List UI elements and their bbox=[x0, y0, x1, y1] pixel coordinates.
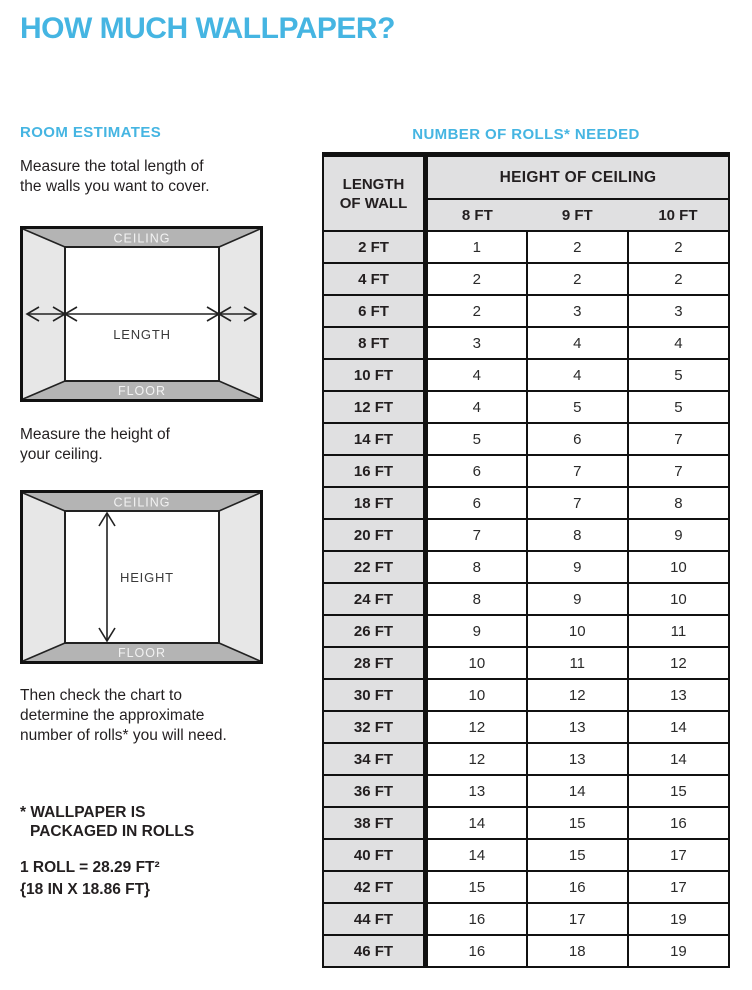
rolls-needed-heading: NUMBER OF ROLLS* NEEDED bbox=[412, 126, 640, 143]
table-row bbox=[323, 871, 729, 903]
wall-length-cell: 22 FT bbox=[323, 551, 426, 583]
rolls-value-cell: 12 bbox=[527, 679, 628, 711]
left-wall-surface bbox=[23, 493, 65, 661]
rolls-value-cell: 4 bbox=[527, 359, 628, 391]
rolls-value-cell: 11 bbox=[527, 647, 628, 679]
rolls-value-cell: 6 bbox=[527, 423, 628, 455]
table-row bbox=[323, 711, 729, 743]
rolls-value-cell: 4 bbox=[426, 359, 527, 391]
instruction-line: Measure the total length of bbox=[20, 158, 204, 175]
room-estimates-heading: ROOM ESTIMATES bbox=[20, 124, 162, 141]
table-row bbox=[323, 743, 729, 775]
roll-spec-line: 1 ROLL = 28.29 FT² bbox=[20, 859, 160, 876]
wall-length-cell: 28 FT bbox=[323, 647, 426, 679]
ceiling-label: CEILING bbox=[113, 495, 171, 510]
table-row bbox=[323, 359, 729, 391]
rolls-value-cell: 6 bbox=[426, 487, 527, 519]
rolls-value-cell: 4 bbox=[426, 391, 527, 423]
wall-length-cell: 18 FT bbox=[323, 487, 426, 519]
wall-length-cell: 32 FT bbox=[323, 711, 426, 743]
instruction-line: Then check the chart to bbox=[20, 687, 182, 704]
rolls-value-cell: 2 bbox=[527, 231, 628, 263]
wall-length-cell: 14 FT bbox=[323, 423, 426, 455]
length-of-wall-header bbox=[323, 155, 426, 232]
rolls-value-cell: 2 bbox=[426, 263, 527, 295]
rolls-value-cell: 16 bbox=[628, 807, 729, 839]
rolls-table-container bbox=[322, 152, 730, 968]
rolls-value-cell: 19 bbox=[628, 903, 729, 935]
table-row bbox=[323, 551, 729, 583]
table-row bbox=[323, 231, 729, 263]
rolls-value-cell: 18 bbox=[527, 935, 628, 967]
footnote-line: * WALLPAPER IS bbox=[20, 804, 146, 821]
rolls-value-cell: 9 bbox=[527, 551, 628, 583]
table-row bbox=[323, 295, 729, 327]
rolls-value-cell: 5 bbox=[628, 391, 729, 423]
rolls-value-cell: 5 bbox=[426, 423, 527, 455]
rolls-value-cell: 13 bbox=[426, 775, 527, 807]
wall-length-cell: 20 FT bbox=[323, 519, 426, 551]
rolls-value-cell: 16 bbox=[527, 871, 628, 903]
rolls-value-cell: 17 bbox=[527, 903, 628, 935]
rolls-value-cell: 2 bbox=[628, 231, 729, 263]
wall-length-cell: 36 FT bbox=[323, 775, 426, 807]
wall-length-cell: 46 FT bbox=[323, 935, 426, 967]
wall-length-cell: 30 FT bbox=[323, 679, 426, 711]
rolls-value-cell: 7 bbox=[628, 455, 729, 487]
instruction-measure-length bbox=[20, 157, 210, 197]
rolls-value-cell: 13 bbox=[527, 743, 628, 775]
instruction-line: determine the approximate bbox=[20, 707, 205, 724]
table-row bbox=[323, 487, 729, 519]
rolls-value-cell: 8 bbox=[628, 487, 729, 519]
rolls-value-cell: 12 bbox=[426, 711, 527, 743]
wall-length-cell: 16 FT bbox=[323, 455, 426, 487]
wall-length-cell: 44 FT bbox=[323, 903, 426, 935]
height-of-ceiling-header: HEIGHT OF CEILING bbox=[426, 155, 730, 200]
rolls-value-cell: 9 bbox=[527, 583, 628, 615]
table-row bbox=[323, 935, 729, 967]
rolls-value-cell: 8 bbox=[426, 583, 527, 615]
rolls-value-cell: 3 bbox=[527, 295, 628, 327]
page-title: HOW MUCH WALLPAPER? bbox=[20, 12, 395, 45]
wall-length-cell: 4 FT bbox=[323, 263, 426, 295]
wall-length-cell: 42 FT bbox=[323, 871, 426, 903]
rolls-value-cell: 3 bbox=[426, 327, 527, 359]
room-length-diagram bbox=[20, 226, 263, 402]
rolls-value-cell: 8 bbox=[426, 551, 527, 583]
rolls-value-cell: 2 bbox=[628, 263, 729, 295]
rolls-value-cell: 7 bbox=[628, 423, 729, 455]
column-header-9ft: 9 FT bbox=[527, 199, 628, 231]
instruction-line: Measure the height of bbox=[20, 426, 170, 443]
rolls-value-cell: 5 bbox=[527, 391, 628, 423]
rolls-table-body bbox=[323, 231, 729, 967]
table-row bbox=[323, 807, 729, 839]
rolls-value-cell: 14 bbox=[426, 807, 527, 839]
rolls-value-cell: 9 bbox=[628, 519, 729, 551]
table-row bbox=[323, 391, 729, 423]
wall-length-cell: 26 FT bbox=[323, 615, 426, 647]
table-row bbox=[323, 455, 729, 487]
column-header-10ft: 10 FT bbox=[628, 199, 729, 231]
instruction-measure-height bbox=[20, 425, 170, 465]
rolls-table bbox=[322, 152, 730, 968]
instruction-line: number of rolls* you will need. bbox=[20, 727, 227, 744]
rolls-value-cell: 14 bbox=[628, 711, 729, 743]
wall-length-cell: 34 FT bbox=[323, 743, 426, 775]
corner-line: OF WALL bbox=[339, 194, 408, 212]
rolls-value-cell: 10 bbox=[426, 679, 527, 711]
rolls-value-cell: 14 bbox=[628, 743, 729, 775]
wall-length-cell: 38 FT bbox=[323, 807, 426, 839]
wall-length-cell: 10 FT bbox=[323, 359, 426, 391]
rolls-value-cell: 2 bbox=[426, 295, 527, 327]
rolls-value-cell: 5 bbox=[628, 359, 729, 391]
corner-line: LENGTH bbox=[342, 175, 405, 193]
rolls-value-cell: 1 bbox=[426, 231, 527, 263]
roll-size-spec bbox=[20, 857, 160, 901]
rolls-value-cell: 12 bbox=[426, 743, 527, 775]
rolls-value-cell: 9 bbox=[426, 615, 527, 647]
rolls-value-cell: 13 bbox=[527, 711, 628, 743]
table-row bbox=[323, 519, 729, 551]
instruction-line: your ceiling. bbox=[20, 446, 103, 463]
rolls-value-cell: 10 bbox=[426, 647, 527, 679]
rolls-value-cell: 10 bbox=[628, 551, 729, 583]
rolls-value-cell: 15 bbox=[527, 807, 628, 839]
floor-label: FLOOR bbox=[117, 384, 167, 398]
table-row bbox=[323, 903, 729, 935]
rolls-value-cell: 3 bbox=[628, 295, 729, 327]
rolls-value-cell: 4 bbox=[527, 327, 628, 359]
instruction-line: the walls you want to cover. bbox=[20, 178, 210, 195]
rolls-value-cell: 12 bbox=[628, 647, 729, 679]
height-label: HEIGHT bbox=[120, 570, 174, 585]
column-header-8ft: 8 FT bbox=[426, 199, 527, 231]
wall-length-cell: 8 FT bbox=[323, 327, 426, 359]
table-row bbox=[323, 423, 729, 455]
table-row bbox=[323, 263, 729, 295]
wall-length-cell: 40 FT bbox=[323, 839, 426, 871]
table-row bbox=[323, 647, 729, 679]
rolls-value-cell: 7 bbox=[527, 487, 628, 519]
floor-label: FLOOR bbox=[117, 646, 167, 660]
rolls-value-cell: 19 bbox=[628, 935, 729, 967]
wallpaper-rolls-footnote bbox=[20, 803, 194, 841]
right-wall-surface bbox=[219, 493, 260, 661]
rolls-value-cell: 4 bbox=[628, 327, 729, 359]
length-label: LENGTH bbox=[113, 327, 171, 342]
table-row bbox=[323, 615, 729, 647]
table-row bbox=[323, 327, 729, 359]
rolls-value-cell: 17 bbox=[628, 839, 729, 871]
rolls-value-cell: 17 bbox=[628, 871, 729, 903]
rolls-value-cell: 10 bbox=[628, 583, 729, 615]
rolls-value-cell: 16 bbox=[426, 935, 527, 967]
footnote-line: PACKAGED IN ROLLS bbox=[30, 823, 195, 840]
wall-length-cell: 2 FT bbox=[323, 231, 426, 263]
table-row bbox=[323, 775, 729, 807]
rolls-value-cell: 15 bbox=[527, 839, 628, 871]
table-row bbox=[323, 839, 729, 871]
wall-length-cell: 6 FT bbox=[323, 295, 426, 327]
rolls-value-cell: 11 bbox=[628, 615, 729, 647]
rolls-value-cell: 10 bbox=[527, 615, 628, 647]
rolls-value-cell: 7 bbox=[426, 519, 527, 551]
room-height-diagram bbox=[20, 490, 263, 664]
rolls-value-cell: 14 bbox=[426, 839, 527, 871]
rolls-value-cell: 13 bbox=[628, 679, 729, 711]
roll-spec-line: {18 IN X 18.86 FT} bbox=[20, 881, 151, 898]
table-row bbox=[323, 583, 729, 615]
rolls-value-cell: 15 bbox=[628, 775, 729, 807]
table-row bbox=[323, 679, 729, 711]
rolls-value-cell: 16 bbox=[426, 903, 527, 935]
instruction-check-chart bbox=[20, 686, 227, 746]
wall-length-cell: 12 FT bbox=[323, 391, 426, 423]
rolls-value-cell: 7 bbox=[527, 455, 628, 487]
rolls-value-cell: 6 bbox=[426, 455, 527, 487]
rolls-value-cell: 2 bbox=[527, 263, 628, 295]
ceiling-label: CEILING bbox=[113, 231, 171, 246]
rolls-value-cell: 14 bbox=[527, 775, 628, 807]
rolls-value-cell: 8 bbox=[527, 519, 628, 551]
rolls-value-cell: 15 bbox=[426, 871, 527, 903]
wall-length-cell: 24 FT bbox=[323, 583, 426, 615]
